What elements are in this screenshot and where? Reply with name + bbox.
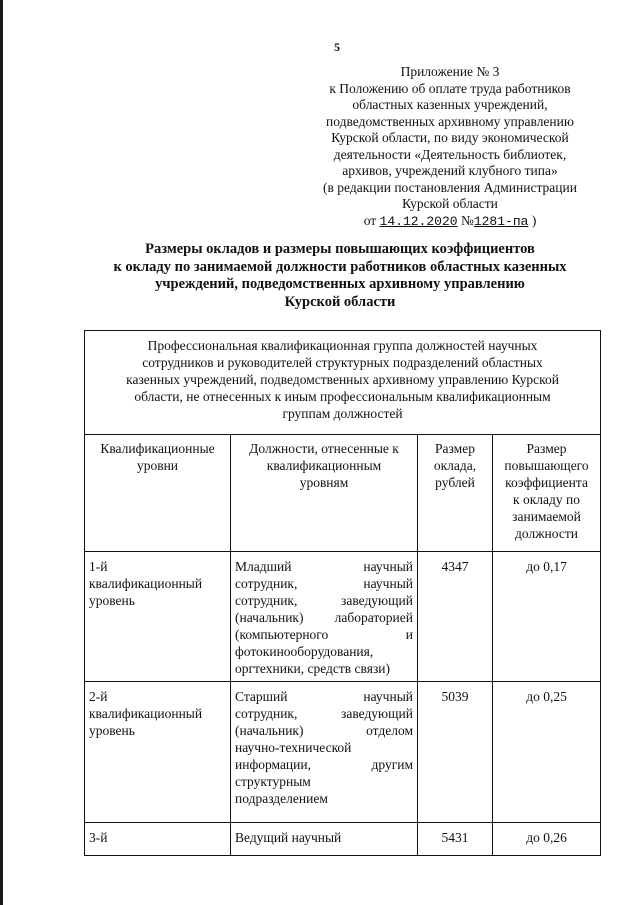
group-line: Профессиональная квалификационная группа должностей научных — [147, 338, 538, 353]
level-text: 1-й — [89, 559, 108, 574]
positions-cell — [231, 823, 418, 856]
header-text: уровни — [136, 458, 179, 473]
header-text: Должности, отнесенные к — [249, 441, 399, 456]
group-row — [85, 331, 601, 435]
appendix-line: областных казенных учреждений, — [352, 97, 548, 112]
level-cell — [85, 823, 231, 856]
position-text: Младший научный — [235, 559, 413, 574]
title-line: учреждений, подведомственных архивному управлению — [155, 276, 525, 292]
resolution-number: 1281-па — [473, 213, 529, 229]
group-line: казенных учреждений, подведомственных архивному управлению Курской — [126, 372, 559, 387]
positions-cell — [231, 552, 418, 682]
column-header-row — [85, 435, 601, 552]
position-text: сотрудник, научный — [235, 576, 413, 591]
coefficient-cell: до 0,25 — [493, 682, 601, 823]
date-prefix: от — [363, 212, 377, 228]
header-text: квалификационным — [266, 458, 382, 473]
header-text: Размер — [435, 441, 475, 456]
position-text: (компьютерного и — [235, 627, 413, 642]
position-text: Ведущий научный — [235, 830, 342, 845]
appendix-line: (в редакции постановления Администрации — [323, 179, 577, 195]
salary-cell: 5039 — [418, 682, 493, 823]
number-prefix: № — [460, 212, 474, 228]
header-text: должности — [515, 526, 578, 541]
header-level — [85, 435, 231, 552]
table-row — [85, 552, 601, 682]
salary-table — [84, 330, 601, 856]
header-salary — [418, 435, 493, 552]
title-line: Курской области — [284, 293, 396, 310]
header-text: коэффициента — [505, 475, 588, 490]
appendix-line: Курской области, по виду экономической — [331, 130, 569, 145]
position-text: Старший научный — [235, 689, 413, 704]
position-text: сотрудник, заведующий — [235, 593, 413, 608]
appendix-line: к Положению об оплате труда работников — [329, 80, 571, 96]
title-line: Размеры окладов и размеры повышающих коэффициентов — [145, 241, 535, 257]
header-text: рублей — [435, 475, 475, 490]
header-text: занимаемой — [512, 509, 581, 524]
position-text: научно-технической — [235, 740, 352, 755]
title-line: к окладу по занимаемой должности работников областных казенных — [113, 258, 567, 275]
document-title — [80, 241, 600, 311]
level-text: квалификационный — [89, 706, 203, 721]
group-line: области, не отнесенных к иным профессиональным квалификационным — [134, 389, 551, 404]
level-text: квалификационный — [89, 576, 203, 591]
position-text: фотокинооборудования, — [235, 644, 374, 659]
scan-left-edge — [0, 0, 3, 905]
group-line: сотрудников и руководителей структурных подразделений областных — [142, 355, 543, 370]
table-row — [85, 823, 601, 856]
salary-cell: 4347 — [418, 552, 493, 682]
closing-parenthesis: ) — [531, 212, 537, 228]
header-positions — [231, 435, 418, 552]
page-number: 5 — [334, 40, 340, 54]
appendix-line: Курской области — [402, 196, 498, 211]
level-text: 3-й — [89, 830, 108, 845]
resolution-reference — [300, 213, 600, 231]
salary-cell: 5431 — [418, 823, 493, 856]
position-text: (начальник) отделом — [235, 723, 413, 738]
resolution-date: 14.12.2020 — [379, 213, 458, 229]
header-text: Размер — [526, 441, 567, 456]
position-text: оргтехники, средств связи) — [235, 661, 390, 676]
appendix-block — [300, 64, 600, 230]
group-line: группам должностей — [282, 406, 403, 421]
position-text: сотрудник, заведующий — [235, 706, 413, 721]
position-text: структурным — [235, 774, 311, 789]
coefficient-cell: до 0,17 — [493, 552, 601, 682]
level-cell — [85, 682, 231, 823]
positions-cell — [231, 682, 418, 823]
level-text: уровень — [89, 723, 135, 738]
appendix-line: подведомственных архивному управлению — [326, 113, 574, 129]
position-text: информации, другим — [235, 757, 413, 772]
header-text: повышающего — [504, 458, 589, 473]
header-text: Квалификационные — [100, 441, 215, 456]
coefficient-cell: до 0,26 — [493, 823, 601, 856]
appendix-line: архивов, учреждений клубного типа» — [342, 163, 558, 178]
position-text: (начальник) лабораторией — [235, 610, 413, 625]
qualification-group-header — [85, 331, 601, 435]
header-text: оклада, — [433, 458, 477, 473]
header-coefficient — [493, 435, 601, 552]
level-cell — [85, 552, 231, 682]
table-row — [85, 682, 601, 823]
level-text: 2-й — [89, 689, 108, 704]
position-text: подразделением — [235, 791, 328, 806]
header-text: уровням — [299, 475, 349, 490]
appendix-line: деятельности «Деятельность библиотек, — [333, 146, 567, 162]
header-text: к окладу по — [513, 492, 580, 507]
level-text: уровень — [89, 593, 135, 608]
appendix-line: Приложение № 3 — [400, 64, 500, 79]
